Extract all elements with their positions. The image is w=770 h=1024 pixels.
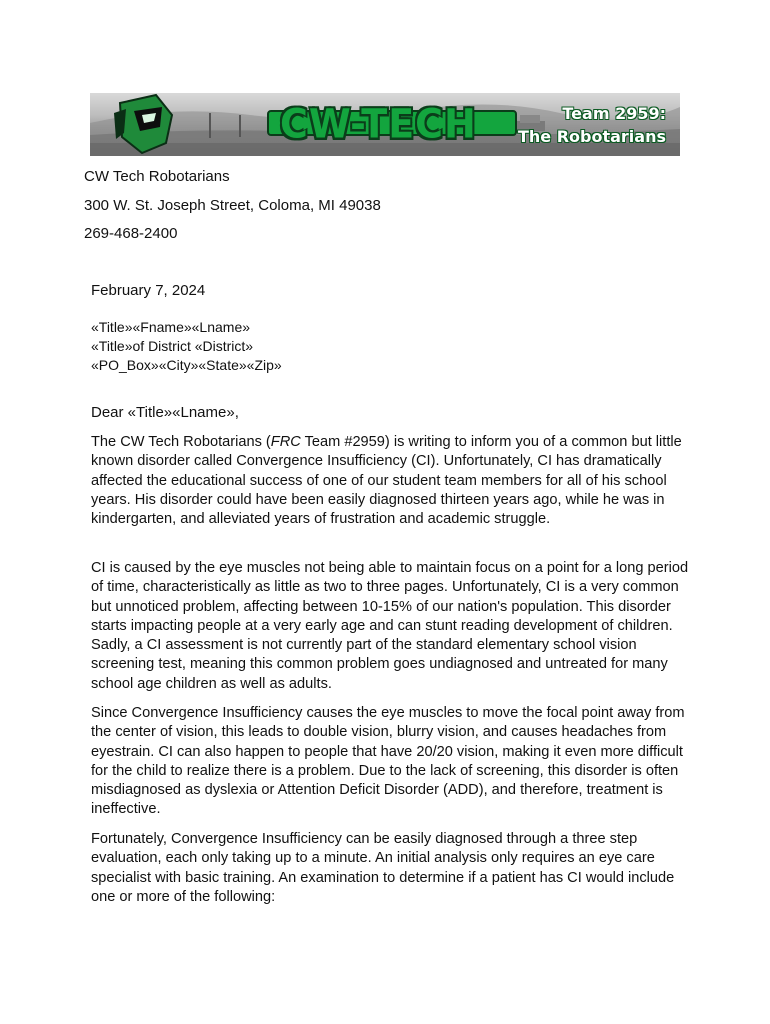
sender-org: CW Tech Robotarians xyxy=(84,168,230,185)
paragraph-3: Since Convergence Insufficiency causes the eye muscles to move the focal point away from the center of vision, this leads to double vision, blurry vision, and causes headaches from eyestrain. CI can also happen to people that have 20/20 vision, making it even more difficult for the child to realize there is a problem. Due to the lack of screening, this disorder is often misdiagnosed as dyslexia or Attention Deficit Disorder (ADD), and therefore, treatment is ineffective. xyxy=(91,705,685,818)
recipient-line-3: «PO_Box»«City»«State»«Zip» xyxy=(91,357,282,373)
robot-mascot-icon xyxy=(112,93,182,156)
salutation: Dear «Title»«Lname», xyxy=(91,404,239,421)
paragraph-1-start: The CW Tech Robotarians ( xyxy=(91,434,271,450)
letterhead-banner xyxy=(90,93,680,156)
team-number: Team 2959: xyxy=(562,104,666,123)
paragraph-1-rest: Team #2959) is writing to inform you of a common but little known disorder called Convergence Insufficiency (CI). Unfortunately, CI has dramatically affected the educational success of one of our student team members for all of his school years. His disorder could have been easily diagnosed thirteen years ago, while he was in kindergarten, and alleviated years of frustration and academic struggle. xyxy=(91,434,682,528)
paragraph-1 xyxy=(91,433,691,529)
paragraph-4: Fortunately, Convergence Insufficiency can be easily diagnosed through a three step evaluation, each only taking up to a minute. An initial analysis only requires an eye care specialist with basic training. An examination to determine if a patient has CI would include one or more of the following: xyxy=(91,831,675,905)
cw-tech-logo-text: CW-TECH xyxy=(280,100,477,148)
letter-date: February 7, 2024 xyxy=(91,282,206,299)
paragraph-2: CI is caused by the eye muscles not being able to maintain focus on a point for a long period of time, characteristically as little as two to three pages. Unfortunately, CI is a very common but unnoticed problem, affecting between 10-15% of our nation's population. This disorder starts impacting people at a very early age and can stunt reading development of children. Sadly, a CI assessment is not currently part of the standard elementary school vision screening test, meaning this common problem goes undiagnosed and untreated for many school age children as well as adults. xyxy=(91,560,689,692)
sender-address: 300 W. St. Joseph Street, Coloma, MI 49038 xyxy=(84,197,381,214)
sender-phone: 269-468-2400 xyxy=(84,225,178,242)
recipient-line-1: «Title»«Fname»«Lname» xyxy=(91,319,251,335)
team-name: The Robotarians xyxy=(517,127,666,146)
frc-term: FRC xyxy=(270,434,301,450)
recipient-line-2: «Title»of District «District» xyxy=(91,338,254,354)
